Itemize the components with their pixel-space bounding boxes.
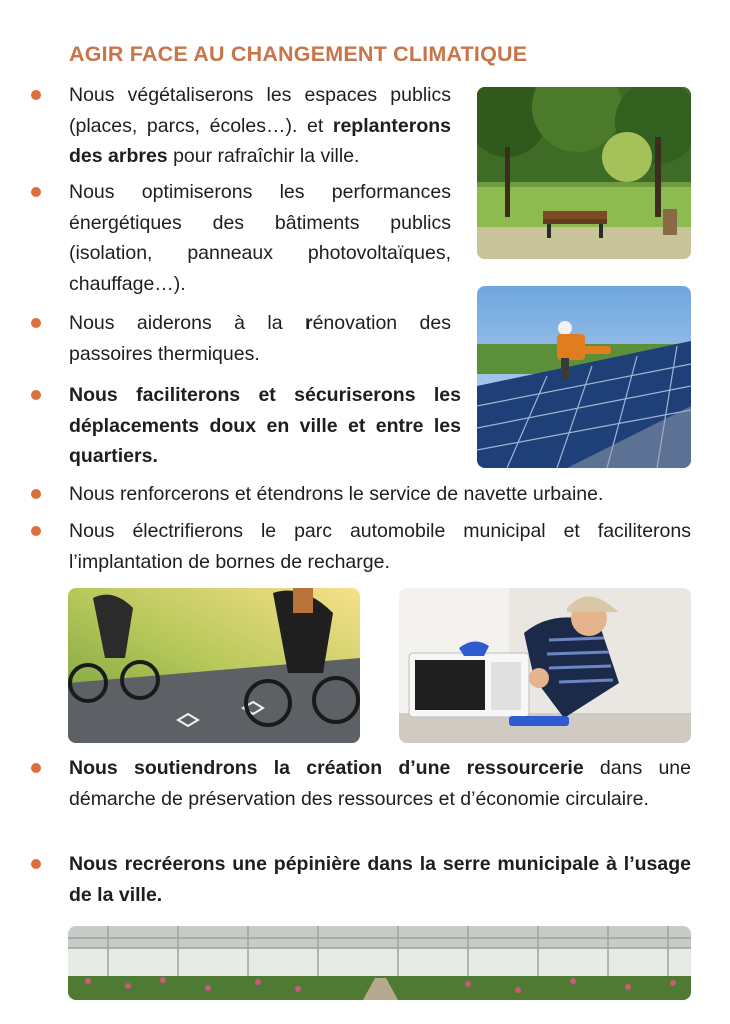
bullet-icon [31,318,41,328]
bullet-icon [31,489,41,499]
repair-technician-photo [399,588,691,743]
bullet-icon [31,859,41,869]
park-photo [477,87,691,259]
list-item: Nous aiderons à la rénovation des passoires thermiques. [69,308,451,369]
solar-panels-photo [477,286,691,468]
greenhouse-photo [68,926,691,1000]
list-item: Nous optimiserons les performances énergétiques des bâtiments publics (isolation, panneaux photovoltaïques, chauffage…). [69,177,451,299]
list-item: Nous recréerons une pépinière dans la serre municipale à l’usage de la ville. [69,849,691,910]
page-title: AGIR FACE AU CHANGEMENT CLIMATIQUE [69,42,528,66]
bullet-icon [31,90,41,100]
bullet-icon [31,390,41,400]
list-item: Nous soutiendrons la création d’une ressourcerie dans une démarche de préservation des ressources et d’économie circulaire. [69,753,691,814]
bullet-icon [31,187,41,197]
list-item: Nous renforcerons et étendrons le service de navette urbaine. [69,479,691,510]
list-item: Nous faciliterons et sécuriserons les déplacements doux en ville et entre les quartiers. [69,380,461,472]
list-item: Nous végétaliserons les espaces publics (places, parcs, écoles…). et replanterons des arbres pour rafraîchir la ville. [69,80,451,172]
bullet-icon [31,763,41,773]
list-item: Nous électrifierons le parc automobile municipal et faciliterons l’implantation de bornes de recharge. [69,516,691,577]
cyclists-photo [68,588,360,743]
bullet-icon [31,526,41,536]
